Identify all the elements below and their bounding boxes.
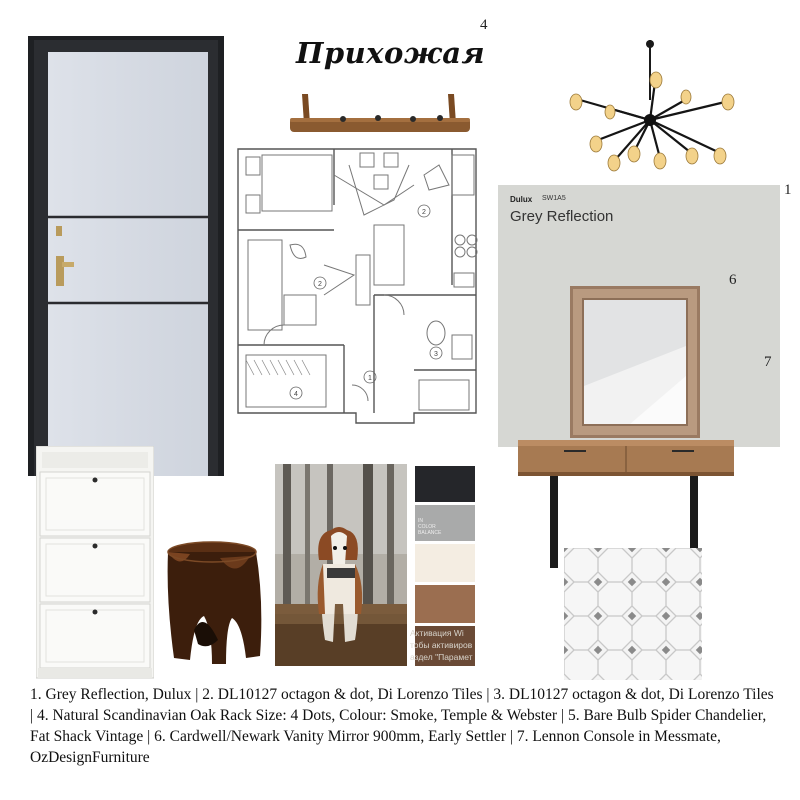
shoe-cabinet-image: [36, 446, 154, 682]
swatch-grey-label-3: BALANCE: [418, 530, 442, 536]
plan-label-1: 1: [368, 375, 372, 382]
product-caption: 1. Grey Reflection, Dulux | 2. DL10127 octagon & dot, Di Lorenzo Tiles | 3. DL10127 octagon & dot, Di Lorenzo Tiles | 4. Natural Scandinavian Oak Rack Size: 4 Dots, Colour: Smoke, Temple & Webster | 5. Bare Bulb Spider Chandelier, Fat Shack Vintage | 6. Cardwell/Newark Vanity Mirror 900mm, Early Settler | 7. Lennon Console in Messmate, OzDesignFurniture: [30, 686, 774, 766]
floor-plan-image: [234, 145, 480, 428]
page-title: Прихожая: [296, 36, 486, 70]
swatch-grey-label-1: IN: [418, 518, 423, 524]
chandelier-image: [560, 40, 740, 175]
paint-code: SW1A5: [542, 195, 566, 202]
swatch-brown: [415, 585, 475, 623]
forest-dog-photo: [275, 464, 407, 666]
wood-stool-image: [160, 540, 268, 670]
swatch-grey: [415, 505, 475, 541]
plan-label-2a: 2: [422, 209, 426, 216]
vanity-mirror-image: [570, 286, 700, 438]
plan-label-2b: 2: [318, 281, 322, 288]
label-number-4: 4: [480, 17, 488, 33]
swatch-charcoal: [415, 466, 475, 502]
swatch-grey-label-2: COLOR: [418, 524, 436, 530]
paint-brand: Dulux: [510, 195, 533, 204]
swatch-cream: [415, 544, 475, 582]
photo-overlay-line-1: Активация Wi: [410, 628, 464, 638]
label-number-1: 1: [784, 182, 792, 198]
coat-rack-image: [288, 90, 472, 140]
photo-overlay-line-2: тобы активиров: [410, 640, 473, 650]
label-number-6: 6: [729, 272, 737, 288]
octagon-dot-tile-image: [564, 548, 702, 680]
photo-overlay-line-3: аздел "Парамет: [410, 652, 473, 662]
door-image: [28, 36, 224, 476]
plan-label-4: 4: [294, 391, 298, 398]
paint-name: Grey Reflection: [510, 208, 614, 225]
plan-label-3: 3: [434, 351, 438, 358]
label-number-7: 7: [764, 354, 772, 370]
